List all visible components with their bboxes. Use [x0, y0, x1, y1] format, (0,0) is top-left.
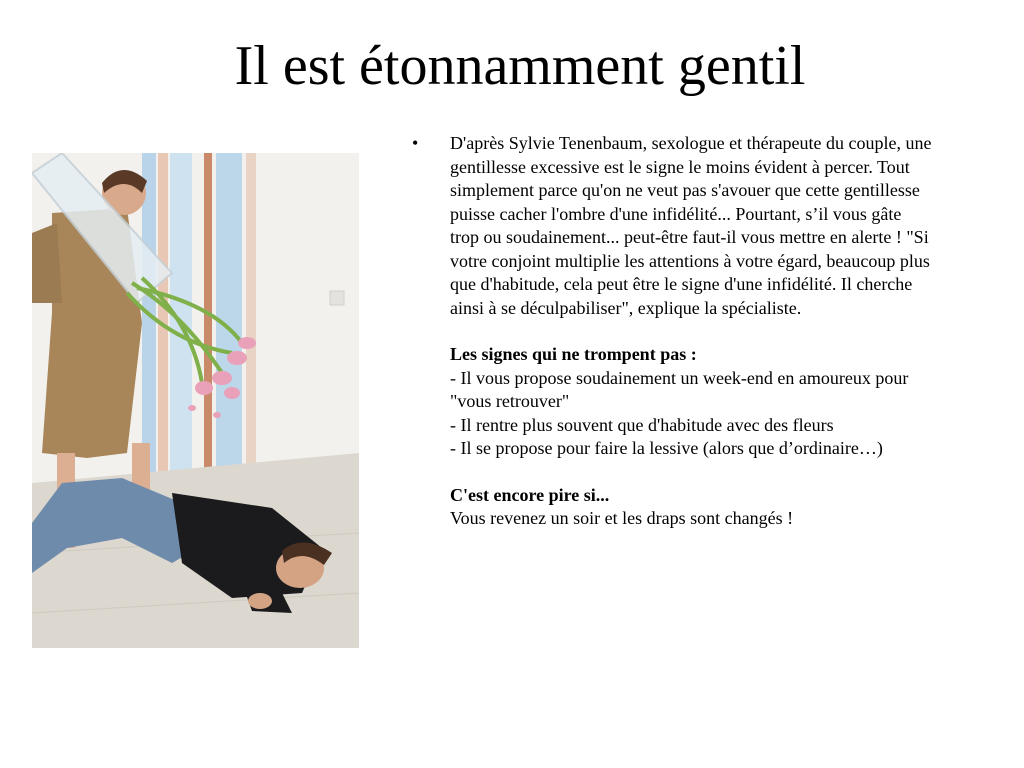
sign-item: - Il rentre plus souvent que d'habitude avec des fleurs	[450, 414, 834, 435]
signs-heading: Les signes qui ne trompent pas :	[450, 344, 697, 364]
sign-item: - Il vous propose soudainement un week-end en amoureux pour "vous retrouver"	[450, 367, 909, 411]
slide-body	[412, 132, 932, 531]
bullet-body	[450, 132, 932, 531]
bullet-item	[412, 132, 932, 531]
slide-title: Il est étonnamment gentil	[234, 35, 806, 97]
photo-illustration	[32, 153, 359, 648]
sign-item: - Il se propose pour faire la lessive (alors que d’ordinaire…)	[450, 438, 883, 458]
worse-heading: C'est encore pire si...	[450, 484, 610, 505]
slide-photo	[32, 153, 359, 648]
bullet-mark: •	[412, 133, 419, 153]
worse-text: Vous revenez un soir et les draps sont changés !	[450, 508, 794, 528]
intro-paragraph: D'après Sylvie Tenenbaum, sexologue et thérapeute du couple, une gentillesse excessive est le signe le moins évident à percer. Tout simplement parce qu'on ne veut pas s'avouer que cette gentillesse puisse cacher l'ombre d'une infidélité... Pourtant, s’il vous gâte trop ou soudainement... peut-être faut-il vous mettre en alerte ! "Si votre conjoint multiplie les attentions à votre égard, beaucoup plus que d'habitude, cela peut être le signe d'une infidélité. Il cherche ainsi à se déculpabiliser", explique la spécialiste.	[450, 133, 932, 318]
